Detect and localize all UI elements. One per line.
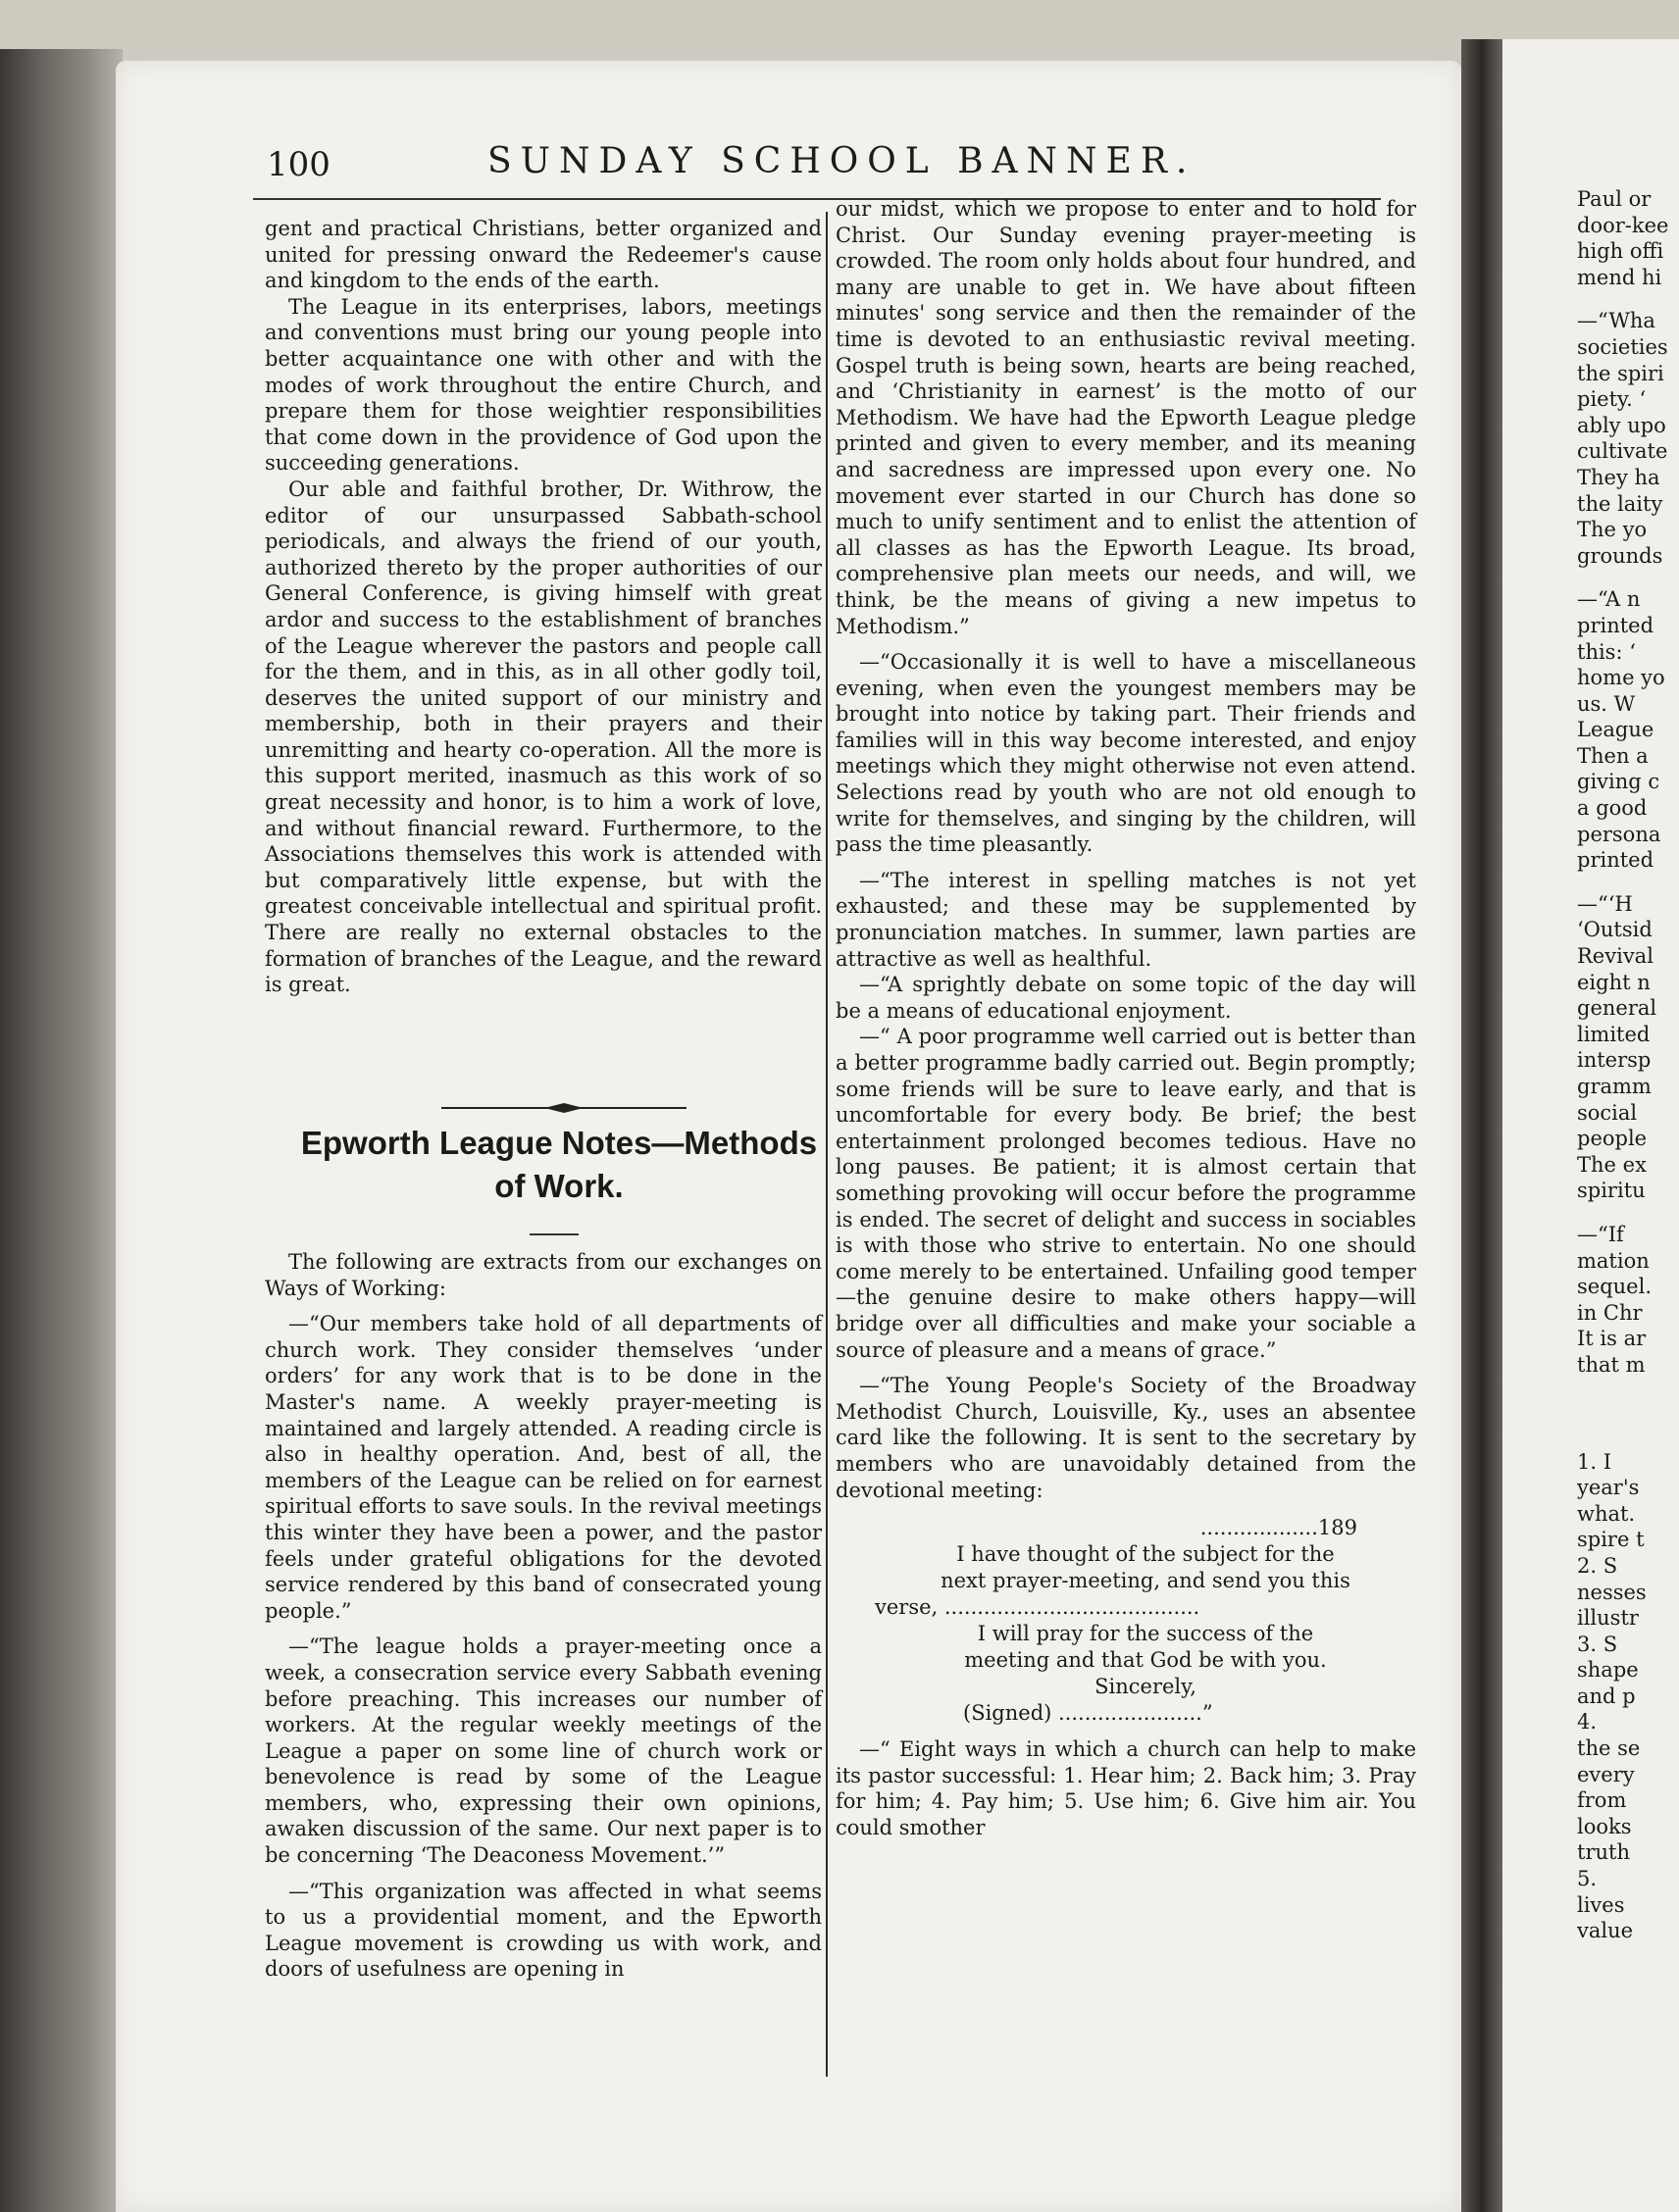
card-line: I will pray for the success of the [977, 1622, 1314, 1646]
column-2 [836, 196, 1416, 1840]
cropped-line: what. [1577, 1501, 1636, 1526]
card-date: ..................189 [1199, 1516, 1357, 1540]
paragraph: The following are extracts from our exchanges on Ways of Working: [265, 1250, 822, 1300]
cropped-line: door-kee [1577, 213, 1669, 237]
book-spine [0, 49, 123, 2212]
cropped-line: —“If [1577, 1222, 1624, 1246]
cropped-line [1577, 1204, 1679, 1222]
cropped-line: a good [1577, 796, 1648, 821]
cropped-line: persona [1577, 822, 1661, 846]
cropped-line: —“‘H [1577, 891, 1633, 916]
cropped-line [1577, 1414, 1679, 1432]
cropped-line: 2. S [1577, 1553, 1618, 1578]
cropped-line [1577, 1432, 1679, 1449]
column-3-cropped [1577, 186, 1679, 1944]
cropped-line: spiritu [1577, 1179, 1646, 1203]
cropped-line: and p [1577, 1684, 1636, 1708]
cropped-line: Then a [1577, 743, 1649, 768]
title-rule [530, 1233, 579, 1235]
cropped-line: 3. S [1577, 1632, 1618, 1656]
cropped-line [1577, 1396, 1679, 1414]
column-1-top [265, 216, 822, 998]
cropped-line: limited [1577, 1022, 1651, 1046]
cropped-line: 5. [1577, 1867, 1598, 1891]
cropped-line: every [1577, 1762, 1635, 1786]
section-title [265, 1122, 853, 1208]
card-signature: (Signed) ......................” [963, 1701, 1213, 1726]
ornamental-rule [441, 1098, 687, 1118]
cropped-line: illustr [1577, 1606, 1639, 1631]
cropped-line: high offi [1577, 239, 1664, 264]
paragraph: our midst, which we propose to enter and to hold for Christ. Our Sunday evening prayer-meeting is crowded. The room only holds about four hundred, and many are unable to get in. We have about fifteen minutes' song service and then the remainder of the time is devoted to an enthusiastic revival meeting. Gospel truth is being sown, hearts are being reached, and ‘Christianity in earnest’ is the motto of our Methodism. We have had the Epworth League pledge printed and given to every member, and its meaning and sacredness are impressed upon every one. No movement ever started in our Church has done so much to unify sentiment and to enlist the attention of all classes as has the Epworth League. Its broad, comprehensive plan meets our needs, and will, we think, be the means of giving a new impetus to Methodism.” [836, 197, 1416, 638]
paragraph: The League in its enterprises, labors, meetings and conventions must bring our young people into better acquaintance one with other and with the modes of work throughout the entire Church, and prepare them for those weightier responsibilities that come down in the providence of God upon the succeeding generations. [265, 294, 822, 476]
paragraph: —“Our members take hold of all departments of church work. They consider themselves ‘under orders’ for any work that is to be done in the Master's name. A weekly prayer-meeting is maintained and largely attended. A reading circle is also in healthy operation. And, best of all, the members of the League can be relied on for earnest spiritual efforts to save souls. In the revival meetings this winter they have been a power, and the pastor feels under grateful obligations for the devoted service rendered by this band of consecrated young people.” [265, 1312, 822, 1623]
cropped-line: intersp [1577, 1048, 1652, 1073]
cropped-line: grounds [1577, 543, 1663, 568]
cropped-line: eight n [1577, 970, 1651, 994]
cropped-line: cultivate [1577, 439, 1668, 464]
cropped-line: the laity [1577, 491, 1663, 516]
paragraph: —“ Eight ways in which a church can help to make its pastor successful: 1. Hear him; 2. Back him; 3. Pray for him; 4. Pay him; 5. Use him; 6. Give him air. You could smother [836, 1737, 1416, 1839]
paragraph: —“The interest in spelling matches is not yet exhausted; and these may be supplemented by pronunciation matches. In summer, lawn parties are attractive as well as healthful. [836, 868, 1416, 971]
card-line: Sincerely, [1094, 1675, 1196, 1699]
paragraph: —“Occasionally it is well to have a miscellaneous evening, when even the youngest members may be brought into notice by taking part. Their friends and families will in this way become interested, and enjoy meetings which they might otherwise not even attend. Selections read by youth who are not old enough to write for themselves, and singing by the children, will pass the time pleasantly. [836, 650, 1416, 857]
cropped-line: the se [1577, 1736, 1641, 1761]
paragraph: gent and practical Christians, better organized and united for pressing onward the Redeemer's cause and kingdom to the ends of the earth. [265, 217, 822, 293]
column-rule [826, 212, 828, 2077]
card-line: meeting and that God be with you. [964, 1648, 1327, 1673]
cropped-line: printed [1577, 848, 1654, 873]
cropped-line: ‘Outsid [1577, 918, 1653, 942]
cropped-line: looks [1577, 1814, 1632, 1838]
cropped-line: They ha [1577, 465, 1660, 489]
cropped-line [1577, 569, 1679, 586]
cropped-line: spire t [1577, 1528, 1645, 1552]
cropped-line: —“A n [1577, 587, 1641, 612]
cropped-line [1577, 290, 1679, 308]
paragraph: —“The Young People's Society of the Broadway Methodist Church, Louisville, Ky., uses an absentee card like the following. It is sent to the secretary by members who are unavoidably detained from the devotional meeting: [836, 1374, 1416, 1502]
page-number: 100 [267, 145, 331, 184]
cropped-line: nesses [1577, 1580, 1647, 1604]
cropped-line: League [1577, 718, 1654, 742]
absentee-card [836, 1515, 1416, 1727]
cropped-line: social [1577, 1100, 1638, 1125]
section-title-line-2: of Work. [494, 1168, 624, 1204]
running-head [267, 141, 1381, 196]
paragraph: —“A sprightly debate on some topic of the day will be a means of educational enjoyment. [836, 973, 1416, 1023]
cropped-line: The ex [1577, 1152, 1647, 1177]
cropped-line: Revival [1577, 944, 1654, 969]
cropped-line: in Chr [1577, 1300, 1643, 1325]
card-line: I have thought of the subject for the [956, 1542, 1335, 1567]
cropped-line: —“Wha [1577, 309, 1655, 333]
cropped-line: The yo [1577, 518, 1648, 542]
cropped-line: from [1577, 1788, 1627, 1813]
card-line: verse, ....................................... [875, 1595, 1200, 1620]
cropped-line: truth [1577, 1840, 1630, 1865]
cropped-line: people [1577, 1127, 1648, 1151]
cropped-line: us. W [1577, 691, 1636, 716]
cropped-line: value [1577, 1919, 1634, 1943]
cropped-line: 1. I [1577, 1449, 1612, 1474]
cropped-line: printed [1577, 613, 1654, 637]
card-line: next prayer-meeting, and send you this [941, 1569, 1350, 1593]
cropped-line: mation [1577, 1248, 1650, 1273]
cropped-line: sequel. [1577, 1275, 1652, 1299]
paragraph: —“ A poor programme well carried out is better than a better programme badly carried out. Begin promptly; some friends will be sure to leave early, and that is uncomfortable for every body. Be brief; the best entertainment prolonged becomes tedious. Have no long pauses. Be patient; it is almost certain that something provoking will occur before the programme is ended. The secret of delight and success in sociables is with those who strive to entertain. No one should come merely to be entertained. Unfailing good temper—the genuine desire to make others happy—will bridge over all difficulties and make your sociable a source of pleasure and a means of grace.” [836, 1025, 1416, 1362]
cropped-line: shape [1577, 1658, 1639, 1683]
cropped-line: year's [1577, 1476, 1640, 1500]
paragraph: Our able and faithful brother, Dr. Withrow, the editor of our unsurpassed Sabbath-school periodicals, and always the friend of our youth, authorized thereto by the proper authorities of our General Conference, is giving himself with great ardor and success to the establishment of branches of the League wherever the pastors and people call for the them, and in this, as in all other godly toil, deserves the united support of our ministry and membership, both in their prayers and their unremitting and hearty co-operation. All the more is this support merited, inasmuch as this work of so great necessity and honor, is to him a work of love, and without financial reward. Furthermore, to the Associations themselves this work is attended with but comparatively little expense, but with the greatest conceivable intellectual and spiritual profit. There are really no external obstacles to the formation of branches of the League, and the reward is great. [265, 477, 822, 997]
column-1-bottom [265, 1249, 822, 1983]
cropped-line: mend hi [1577, 265, 1662, 289]
cropped-line: It is ar [1577, 1327, 1647, 1351]
cropped-line: general [1577, 996, 1657, 1021]
cropped-line [1577, 1379, 1679, 1396]
cropped-line: gramm [1577, 1075, 1652, 1098]
cropped-line: Paul or [1577, 187, 1652, 211]
cropped-line: 4. [1577, 1710, 1598, 1734]
section-title-line-1: Epworth League Notes—Methods [300, 1125, 818, 1161]
cropped-line: lives [1577, 1892, 1625, 1917]
book-gutter [1461, 39, 1502, 2212]
cropped-line: piety. ‘ [1577, 387, 1647, 412]
cropped-line: ably upo [1577, 413, 1666, 437]
cropped-line: this: ‘ [1577, 639, 1636, 664]
scan-background [0, 0, 1679, 69]
cropped-line: home yo [1577, 666, 1665, 690]
paragraph: —“The league holds a prayer-meeting once a week, a consecration service every Sabbath evening before preaching. This increases our number of workers. At the regular weekly meetings of the League a paper on some line of church work or benevolence is read by some of the League members, who, expressing their own opinions, awaken discussion of the same. Our next paper is to be concerning ‘The Deaconess Movement.’” [265, 1634, 822, 1868]
cropped-line: the spiri [1577, 361, 1664, 385]
journal-title: SUNDAY SCHOOL BANNER. [487, 141, 1196, 181]
cropped-line: giving c [1577, 770, 1660, 794]
paragraph: —“This organization was affected in what seems to us a providential moment, and the Epworth League movement is crowding us with work, and doors of usefulness are opening in [265, 1879, 822, 1982]
cropped-line [1577, 874, 1679, 891]
cropped-line: societies [1577, 334, 1668, 359]
cropped-line: that m [1577, 1352, 1646, 1377]
